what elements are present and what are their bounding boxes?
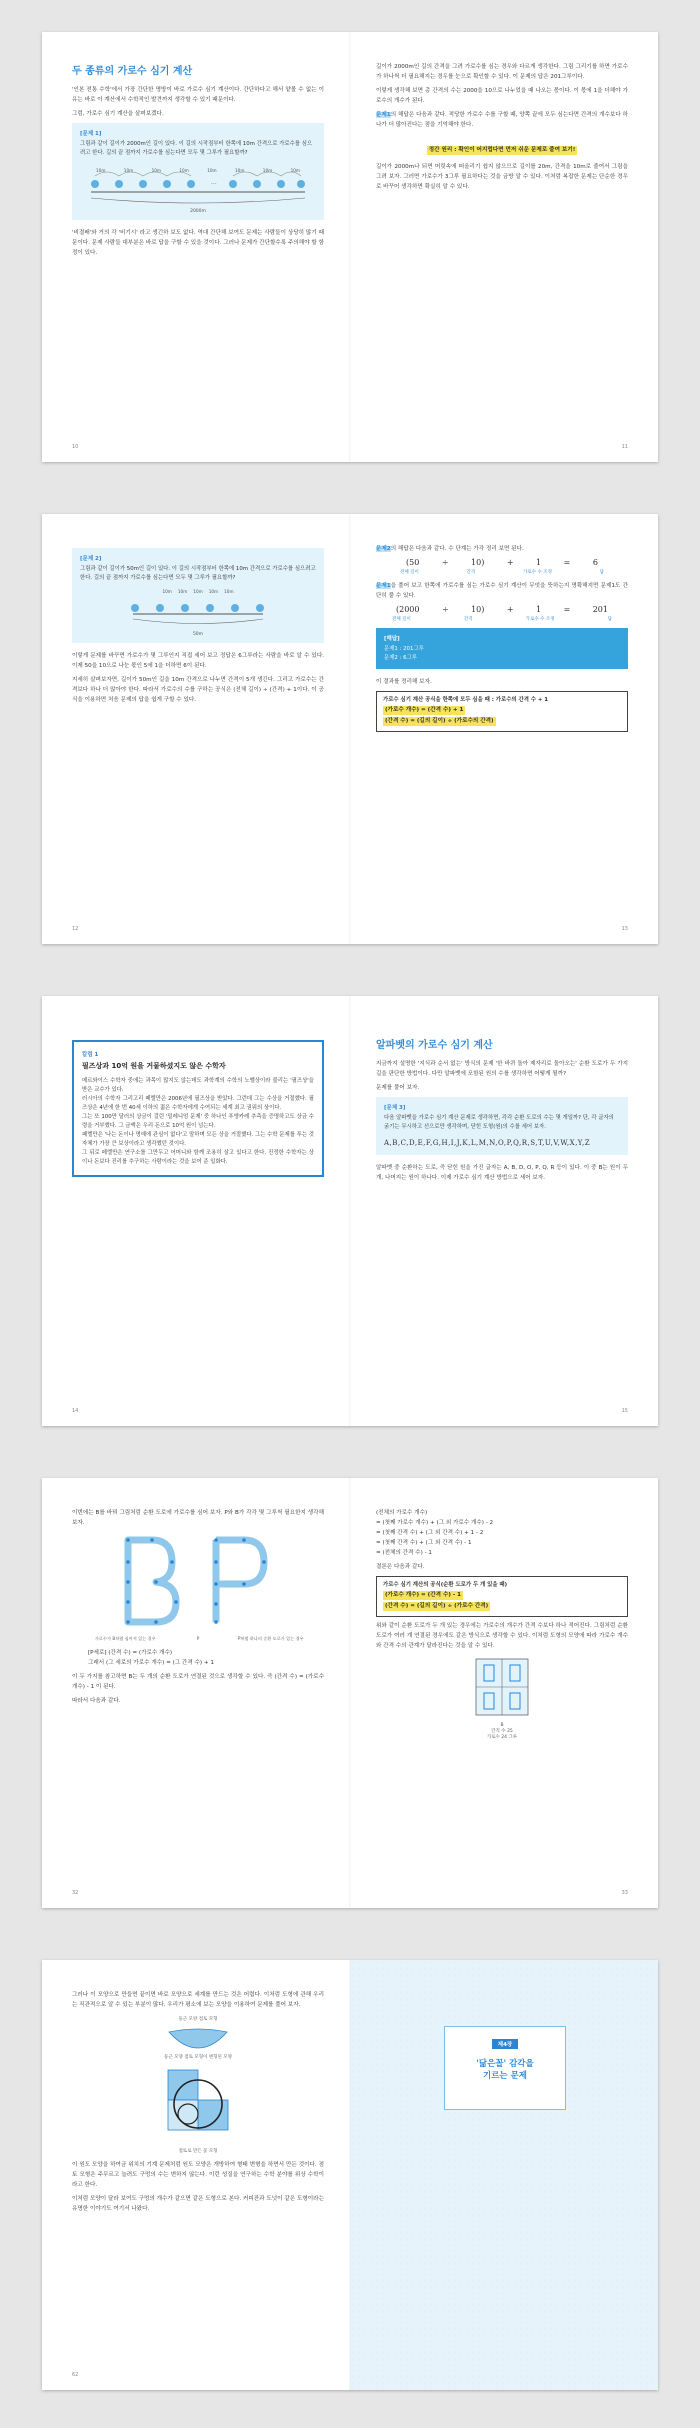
column-title: 필즈상과 10억 원을 거뭍하셨지도 않은 수학자: [82, 1062, 226, 1070]
paragraph: 이 결과를 정리해 보자.: [376, 679, 432, 685]
svg-text:···: ···: [211, 181, 217, 188]
paragraph: 길이가 2000m인 길의 간격을 그려 가로수를 심는 경우와 다르게 생각한다. 그림 그리기를 하면 가로수가 하나씩 더 필요해지는 경우를 눈으로 확인할 수 있다. 이 문제의 답은 201그루이다.: [376, 64, 628, 80]
answer-box: [376, 628, 628, 669]
column-paragraph: 메르와이스 수학자 중에는 과목이 많지도 않는데도 과학계의 수학의 노벨상이라 불리는 '필즈상'을 받은 교수가 있다.: [82, 1078, 314, 1093]
paragraph: 지세히 살펴보자면, 길이가 50m인 길을 10m 간격으로 나누면 간격이 5개 생긴다. 그리고 가로수는 간격보다 하나 더 많아야 한다. 따라서 가로수의 수를 구하는 공식은 (전체 길이) ÷ (간격) + 1이다. 이 공식을 이용하면 처음 문제의 답을 쉽게 구할 수 있다.: [72, 677, 324, 703]
equation-1: [376, 558, 628, 567]
paragraph: 그럼, 가로수 심기 계산을 살펴보겠다.: [72, 111, 164, 117]
example-label: [문제 2]: [80, 556, 102, 562]
page-62: [42, 1960, 350, 2390]
interval-label: 10m: [96, 168, 106, 173]
interval-label: 10m: [224, 589, 234, 594]
chapter-number: 제4장: [492, 2039, 518, 2049]
eq-label: 가로수 수 조정: [522, 570, 552, 575]
chapter-title-line-1: '닮은꼴' 감각을: [476, 2059, 534, 2069]
example-text: 다음 알파벳을 가로수 심기 계산 문제로 생각하면, 각각 순환 도로의 수는 몇 개일까? 단, 각 글자의 굵기는 무시하고 선으로만 생각하며, 닫힌 도형(원)의 수를 세어 보자.: [384, 1115, 614, 1130]
eq-op: =: [563, 558, 571, 567]
paragraph: 위와 같이 순환 도로가 두 개 있는 경우에는 가로수의 개수가 간격 수보다 하나 적어진다. 그림처럼 순환 도로가 여러 개 연결된 경우에도 같은 방식으로 생각할 수 있다. 이처럼 도형의 모양에 따라 가로수 개수와 간격 수의 관계가 달라진다는 것을 알 수 있다.: [376, 1623, 628, 1649]
page-number: 13: [621, 926, 628, 932]
answer-label: [해답]: [384, 636, 400, 642]
formula-title: 가로수 심기 계산 공식을 한쪽에 모두 심을 때 : 가로수의 간격 수 + 1: [383, 697, 549, 703]
eq-label: 가로수 수 조정: [525, 617, 555, 622]
paragraph-text: 의 해답은 다음과 같다. 적당한 가로수 수를 구할 때, 양쪽 끝에 모두 심는다면 간격의 개수보다 하나가 더 많아진다는 점을 기억해야 한다.: [376, 112, 628, 128]
paragraph: 알파벳 중 순환하는 도로, 즉 닫힌 원을 가진 글자는 A, B, D, O, P, Q, R 등이 있다. 이 중 B는 원이 두 개, 나머지는 원이 하나다. 이제 가로수 심기 계산 방법으로 세어 보자.: [376, 1165, 628, 1181]
caption: 가로수가 B처럼 심어져 있는 경우: [94, 1636, 156, 1641]
formula-title: 가로수 심기 계산의 공식(순환 도로가 두 개 있을 때): [383, 1582, 508, 1588]
eq-term: 1: [536, 605, 542, 614]
paragraph: [376, 110, 628, 130]
page-number: 14: [72, 1408, 79, 1414]
page-number: 11: [621, 444, 628, 450]
eq-term: 6: [592, 558, 598, 567]
page-15: [350, 996, 658, 1426]
paragraph: [376, 544, 628, 554]
eq-label: 답: [599, 570, 604, 575]
paragraph: [376, 581, 628, 601]
interval-label: 10m: [262, 168, 273, 173]
paragraph: '비결배'와 거의 각 '비기시' 라고 생긴하 보도 없다. 역대 간단해 보여도 문제는 사람들이 상당히 많기 때문이다. 문제 사람들 대부분은 바로 답을 구할 수 있을 것이다. 그러나 문제가 간단할수록 주의해야 할 함정이 있다.: [72, 230, 324, 256]
example-text: 그림과 같이 길이가 2000m인 길이 있다. 이 길의 시작점부터 한쪽에 10m 간격으로 가로수를 심으려고 한다. 길의 끝 점까지 가로수를 심는다면 모두 몇 그루가 필요할까?: [80, 141, 313, 156]
eq-label: 간격: [463, 617, 473, 622]
interval-label: 10m: [179, 168, 189, 173]
page-12: [42, 514, 350, 944]
eq-term: 201: [592, 605, 608, 614]
interval-label: 10m: [123, 168, 134, 173]
page-14: [42, 996, 350, 1426]
paragraph: 이번에는 B를 바꿔 그림처럼 순환 도로에 가로수를 심어 보자. P와 B가 각각 몇 그루씩 필요한지 생각해 보자.: [72, 1510, 324, 1526]
formula-box: [376, 1576, 628, 1617]
page-number: 10: [72, 444, 79, 450]
example-text: 그림과 같이 길이가 50m인 길이 있다. 이 길의 시작점부터 한쪽에 10m 간격으로 가로수를 심으려고 한다. 길의 끝 점까지 가로수를 심는다면 모두 몇 그루가 필요할까?: [80, 566, 316, 581]
equation-1-labels: [376, 569, 628, 575]
page-number: 33: [621, 1890, 628, 1896]
section-title: 알파벳의 가로수 심기 계산: [376, 1040, 493, 1051]
page-32: [42, 1478, 350, 1908]
paragraph: 이렇게 문제를 바꾸면 가로수가 몇 그루인지 직접 세어 보고 정답은 6그루라는 사람을 바로 알 수 있다. 이제 50을 10으로 나눈 몫인 5에 1을 더하면 6이 된다.: [72, 653, 324, 669]
paragraph: 이 원도 모양을 하여금 위치의 기계 문제처럼 원도 모양은 개방하여 형태 변형을 하면서 만든 것이다. 점토 모형은 주무르고 늘려도 구멍의 수는 변하지 않는다. 이런 성질을 연구하는 수학 분야를 위상 수학이라고 한다.: [72, 2162, 324, 2188]
eq-term: (50: [406, 558, 420, 567]
column-box: [72, 1040, 324, 1177]
paragraph: 그러나 이 모양으로 만들면 끝이면 바로 모양으로 세계를 만드는 것은 어렵다. 이처럼 도형에 관해 우리는 직관적으로 알 수 있는 부분이 많다. 우리가 평소에 보는 모양을 이용하여 문제를 풀어 보자.: [72, 1992, 324, 2008]
eq-op: ÷: [441, 558, 449, 567]
interval-label: 10m: [151, 168, 162, 173]
formula-text: [P세로] (간격 수) = (가로수 개수): [88, 1650, 173, 1656]
length-label: 50m: [192, 632, 204, 637]
answer-1: 문제1 : 201그루: [384, 646, 424, 652]
paragraph-text: 을 풀어 보고 한쪽에 가로수를 심는 가로수 심기 계산이 무엇을 뜻하는지 명확해지면 문제1도 간단히 풀 수 있다.: [376, 583, 628, 599]
derivation-line: = (첫째 간격 수) + (그 외 간격 수) + 1 - 2: [376, 1530, 484, 1536]
page-number: 15: [621, 1408, 628, 1414]
alphabet-list: A,B,C,D,E,F,G,H,I,J,K,L,M,N,O,P,Q,R,S,T,U,V,W,X,Y,Z: [384, 1139, 591, 1147]
example-label: [문제 3]: [384, 1105, 406, 1111]
equation-2-labels: [376, 616, 628, 622]
fig-labels: [80, 589, 316, 594]
spread-5: [42, 1960, 658, 2390]
eq-op: =: [563, 605, 571, 614]
page-number: 32: [72, 1890, 79, 1896]
paragraph: 지금까지 설명한 '지식과 순서 없는' 방식의 문제 '한 바퀴 돌아 제자리로 돌아오는' 순환 도로가 두 가지 길을 판단한 방법이다. 다만 알파벳에 포함된 원의 수를 생각하면 어떻게 될까?: [376, 1061, 628, 1077]
page-number: 62: [72, 2372, 79, 2378]
interval-label: 10m: [162, 589, 172, 594]
problem-ref: 문제2: [376, 546, 391, 552]
example-box-2: [72, 548, 324, 643]
gutter: [349, 32, 351, 462]
derivation-line: = (첫째 가로수 개수) + (그 외 가로수 개수) - 2: [376, 1520, 494, 1526]
page-number: 12: [72, 926, 79, 932]
clay-shape-mid: [148, 2064, 248, 2144]
problem-ref: 문제1: [376, 112, 391, 118]
paragraph: 길이가 2000m나 되면 머릿속에 떠올리기 쉽지 않으므로 길이를 20m, 간격을 10m로 줄여서 그림을 그려 보자. 그러면 가로수가 3그루 필요하다는 것을 금방 알 수 있다. 이처럼 복잡한 문제는 단순한 경우로 바꾸어 생각하면 확실히 알 수 있다.: [376, 164, 628, 190]
column-paragraph: 페렐만은 '나는 돈이나 명예에 관심이 없다'고 말하며 모든 상을 거절했다. 그는 수학 문제를 푸는 것 자체가 가장 큰 보상이라고 생각했던 것이다.: [82, 1132, 314, 1147]
page-10: [42, 32, 350, 462]
caption: P처럼 하나의 순환 도로가 있는 경우: [237, 1636, 304, 1641]
eq-label: 전체 길이: [392, 617, 411, 622]
page-33: [350, 1478, 658, 1908]
caption: B: [500, 1723, 504, 1728]
caption: 간격 수 25: [491, 1729, 513, 1734]
eq-op: ÷: [441, 605, 449, 614]
eq-label: 전체 길이: [400, 570, 419, 575]
grid-b-figure: [472, 1655, 532, 1719]
eq-op: +: [506, 605, 514, 614]
clay-shape-top: [163, 2026, 233, 2050]
column-paragraph: 러시아의 수학자 그리고리 페렐만은 2006년에 필즈상을 받았다. 그런데 그는 수상을 거절했다. 필즈상은 4년에 한 번 40세 이하의 젊은 수학자에게 수여되는 세계 최고 권위의 상이다.: [82, 1096, 314, 1111]
letter-b-p-figure: [98, 1532, 298, 1632]
example-label: [문제 1]: [80, 131, 102, 137]
interval-label: 10m: [177, 589, 188, 594]
derivation-line: = (첫째 간격 수) + (그 외 간격 수) - 1: [376, 1540, 472, 1546]
interval-label: 10m: [207, 168, 217, 173]
interval-label: 10m: [193, 589, 203, 594]
formula-line: (가로수 개수) = (간격 수) - 1: [385, 1592, 462, 1598]
key-point-highlight: 정간 원리 : 확인이 어지럽다면 먼저 쉬운 문제로 줄여 보기!: [428, 147, 576, 153]
interval-label: 10m: [234, 168, 245, 173]
interval-label: 10m: [208, 589, 219, 594]
paragraph: 이처럼 모양이 달라 보여도 구멍의 개수가 같으면 같은 도형으로 본다. 커피잔과 도넛이 같은 도형이라는 유명한 이야기도 여기서 나왔다.: [72, 2196, 324, 2212]
spread-1: [42, 32, 658, 462]
formula-line: (간격 수) = (길의 길이) ÷ (가로수 간격): [385, 1603, 489, 1609]
caption: 가로수 24 그루: [486, 1735, 518, 1740]
column-label: 칼럼 1: [82, 1052, 99, 1058]
problem-ref: 문제1: [376, 583, 391, 589]
chapter-page: [350, 1960, 658, 2390]
paragraph: '인본 전통 수학'에서 가장 간단한 명방이 바로 가로수 심기 계산이다. 간단하다고 해서 얕볼 수 없는 이유는 바로 이 계산에서 수학적인 발견까지 생각할 수 있기 때문이다.: [72, 87, 324, 103]
paragraph-text: 의 해답은 다음과 같다. 수 단계는 가각 정리 보면 된다.: [390, 546, 524, 552]
column-paragraph: 그는 또 100만 달러의 상금이 걸린 '밀레니엄 문제' 중 하나인 푸앵카레 추측을 증명하고도 상금 수령을 거부했다. 그 금액은 우리 돈으로 10억 원이 넘는다.: [82, 1114, 314, 1129]
caption: 점토로 만든 꽃 모형: [178, 2149, 218, 2154]
figure-captions: [72, 1636, 324, 1642]
formula-line: (간격 수) = (길의 길이) ÷ (가로수의 간격): [385, 718, 494, 724]
paragraph: 문제를 풀어 보자.: [376, 1085, 420, 1091]
derivation-line: (전체의 가로수 개수): [376, 1510, 428, 1516]
paragraph: 이렇게 생각해 보면 총 간격의 수는 2000을 10으로 나누었을 때 나오는 몫이다. 이 몫에 1을 더해야 가로수의 개수가 된다.: [376, 88, 628, 104]
answer-2: 문제2 : 6그루: [384, 655, 417, 661]
eq-term: 1: [536, 558, 542, 567]
eq-label: 간격: [466, 570, 476, 575]
equation-2: [376, 605, 628, 614]
example-box-1: [72, 123, 324, 220]
eq-op: +: [506, 558, 514, 567]
formula-line: (가로수 개수) = (간격 수) + 1: [385, 707, 464, 713]
formula-box: [376, 691, 628, 732]
eq-term: 10): [471, 558, 485, 567]
caption: 둥근 모양 점토 모형이 변형된 모양: [163, 2055, 232, 2060]
paragraph: 따라서 다음과 같다.: [72, 1698, 121, 1704]
fig-labels: [80, 168, 316, 173]
interval-label: 10m: [290, 168, 300, 173]
gutter: [349, 514, 351, 944]
spread-4: [42, 1478, 658, 1908]
eq-term: (2000: [396, 605, 420, 614]
column-paragraph: 그 뒤로 페렐만은 연구소를 그만두고 어머니와 함께 조용히 살고 있다고 한다. 진정한 수학자는 상이나 돈보다 진리를 추구하는 사람이라는 것을 보여 준 일화다.: [82, 1150, 314, 1165]
formula-text: 그래서 (그 세로의 가로수 개수) = (그 간격 수) + 1: [88, 1660, 214, 1666]
chapter-title-card: [444, 2026, 566, 2110]
gutter: [349, 1478, 351, 1908]
caption: P: [196, 1636, 200, 1641]
example-box-3: [376, 1097, 628, 1155]
eq-label: 답: [607, 617, 612, 622]
spread-3: [42, 996, 658, 1426]
length-label: 2000m: [190, 209, 206, 214]
derivation-line: = (전체의 간격 수) - 1: [376, 1550, 432, 1556]
section-title: 두 종류의 가로수 심기 계산: [72, 66, 193, 77]
paragraph: 이 두 가지를 참고하면 B는 두 개의 순환 도로가 연결된 것으로 생각할 수 있다. 즉 (간격 수) = (가로수 개수) - 1 이 된다.: [72, 1674, 324, 1690]
eq-term: 10): [471, 605, 485, 614]
gutter: [349, 1960, 351, 2390]
page-13: [350, 514, 658, 944]
paragraph: 결론은 다음과 같다.: [376, 1564, 425, 1570]
gutter: [349, 996, 351, 1426]
page-11: [350, 32, 658, 462]
tree-row-figure: [123, 598, 273, 628]
chapter-title-line-2: 기르는 문제: [482, 2071, 527, 2081]
caption: 둥근 모양 점토 모형: [178, 2017, 218, 2022]
spread-2: [42, 514, 658, 944]
